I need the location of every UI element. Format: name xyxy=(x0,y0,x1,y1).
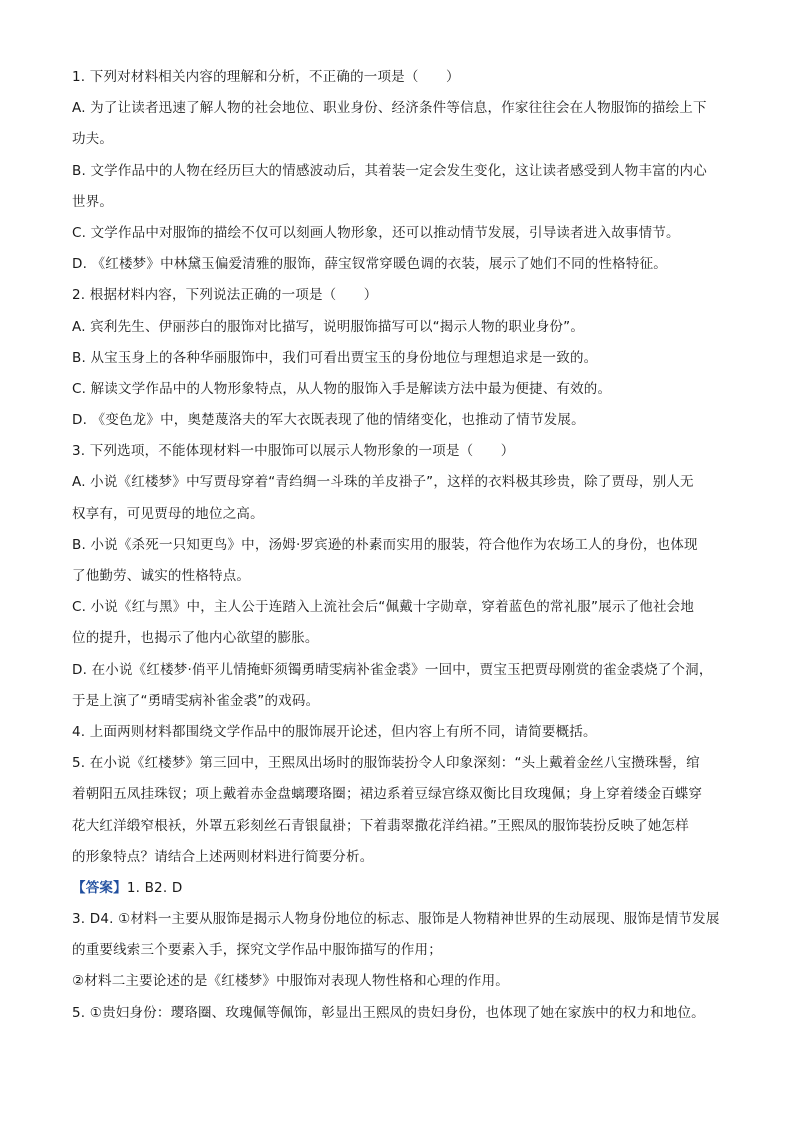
question-5-stem-cont-2: 花大红洋缎窄根袄，外罩五彩刻丝石青银鼠褂；下着翡翠撒花洋绉裙。”王熙凤的服饰装扮反映了她怎样 xyxy=(72,817,689,834)
document-page xyxy=(72,62,724,1029)
question-3-option-d-cont: 于是上演了“勇晴雯病补雀金裘”的戏码。 xyxy=(72,692,320,709)
answer-tag: 【答案】 xyxy=(72,879,127,896)
question-4-stem: 4. 上面两则材料都围绕文学作品中的服饰展开论述，但内容上有所不同，请简要概括。 xyxy=(72,723,597,740)
question-3-option-a: A. 小说《红楼梦》中写贾母穿着“青绉绸一斗珠的羊皮褂子”，这样的衣料极其珍贵，除了贾母，别人无 xyxy=(72,474,694,491)
answer-line-2: 3. D4. ①材料一主要从服饰是揭示人物身份地位的标志、服饰是人物精神世界的生动展现、服饰是情节发展 xyxy=(72,911,720,928)
question-3-option-c: C. 小说《红与黑》中，主人公于连踏入上流社会后“佩戴十字勋章，穿着蓝色的常礼服”展示了他社会地 xyxy=(72,599,695,616)
question-5-stem-cont-3: 的形象特点？请结合上述两则材料进行简要分析。 xyxy=(72,848,374,865)
question-5-stem: 5. 在小说《红楼梦》第三回中，王熙凤出场时的服饰装扮令人印象深刻：“头上戴着金丝八宝攒珠髻，绾 xyxy=(72,755,700,772)
answer-line-5: 5. ①贵妇身份：璎珞圈、玫瑰佩等佩饰，彰显出王熙凤的贵妇身份，也体现了她在家族中的权力和地位。 xyxy=(72,1004,705,1021)
question-1-option-a-cont: 功夫。 xyxy=(72,131,114,148)
question-2-option-d: D. 《变色龙》中，奥楚蔑洛夫的军大衣既表现了他的情绪变化，也推动了情节发展。 xyxy=(72,412,585,429)
question-3-option-b: B. 小说《杀死一只知更鸟》中，汤姆·罗宾逊的朴素而实用的服装，符合他作为农场工人的身份，也体现 xyxy=(72,536,698,553)
question-1-option-b-cont: 世界。 xyxy=(72,193,114,210)
question-5-stem-cont-1: 着朝阳五凤挂珠钗；项上戴着赤金盘螭璎珞圈；裙边系着豆绿宫绦双衡比目玫瑰佩；身上穿着缕金百蝶穿 xyxy=(72,786,703,803)
question-3-stem: 3. 下列选项，不能体现材料一中服饰可以展示人物形象的一项是（ ） xyxy=(72,443,515,460)
question-1-option-a: A. 为了让读者迅速了解人物的社会地位、职业身份、经济条件等信息，作家往往会在人物服饰的描绘上下 xyxy=(72,100,707,117)
question-3-option-a-cont: 权享有，可见贾母的地位之高。 xyxy=(72,505,264,522)
question-3-option-d: D. 在小说《红楼梦·俏平儿情掩虾须镯勇晴雯病补雀金裘》一回中，贾宝玉把贾母刚赏的雀金裘烧了个洞， xyxy=(72,661,713,678)
answer-first: 1. B2. D xyxy=(126,879,183,896)
question-1-option-d: D. 《红楼梦》中林黛玉偏爱清雅的服饰，薛宝钗常穿暖色调的衣装，展示了她们不同的性格特征。 xyxy=(72,256,667,273)
question-2-option-c: C. 解读文学作品中的人物形象特点，从人物的服饰入手是解读方法中最为便捷、有效的。 xyxy=(72,380,612,397)
question-2-option-a: A. 宾利先生、伊丽莎白的服饰对比描写，说明服饰描写可以“揭示人物的职业身份”。 xyxy=(72,318,585,335)
answer-line-3: 的重要线索三个要素入手，探究文学作品中服饰描写的作用； xyxy=(72,942,442,959)
answer-line xyxy=(72,873,724,904)
question-3-option-c-cont: 位的提升，也揭示了他内心欲望的膨胀。 xyxy=(72,630,319,647)
question-3-option-b-cont: 了他勤劳、诚实的性格特点。 xyxy=(72,568,251,584)
question-1-option-b: B. 文学作品中的人物在经历巨大的情感波动后，其着装一定会发生变化，这让读者感受到人物丰富的内心 xyxy=(72,162,707,179)
question-2-stem: 2. 根据材料内容，下列说法正确的一项是（ ） xyxy=(72,287,378,304)
answer-line-4: ②材料二主要论述的是《红楼梦》中服饰对表现人物性格和心理的作用。 xyxy=(72,973,510,990)
question-1-option-c: C. 文学作品中对服饰的描绘不仅可以刻画人物形象，还可以推动情节发展，引导读者进入故事情节。 xyxy=(72,224,680,241)
question-2-option-b: B. 从宝玉身上的各种华丽服饰中，我们可看出贾宝玉的身份地位与理想追求是一致的。 xyxy=(72,349,598,366)
question-1-stem: 1. 下列对材料相关内容的理解和分析，不正确的一项是（ ） xyxy=(72,69,460,85)
